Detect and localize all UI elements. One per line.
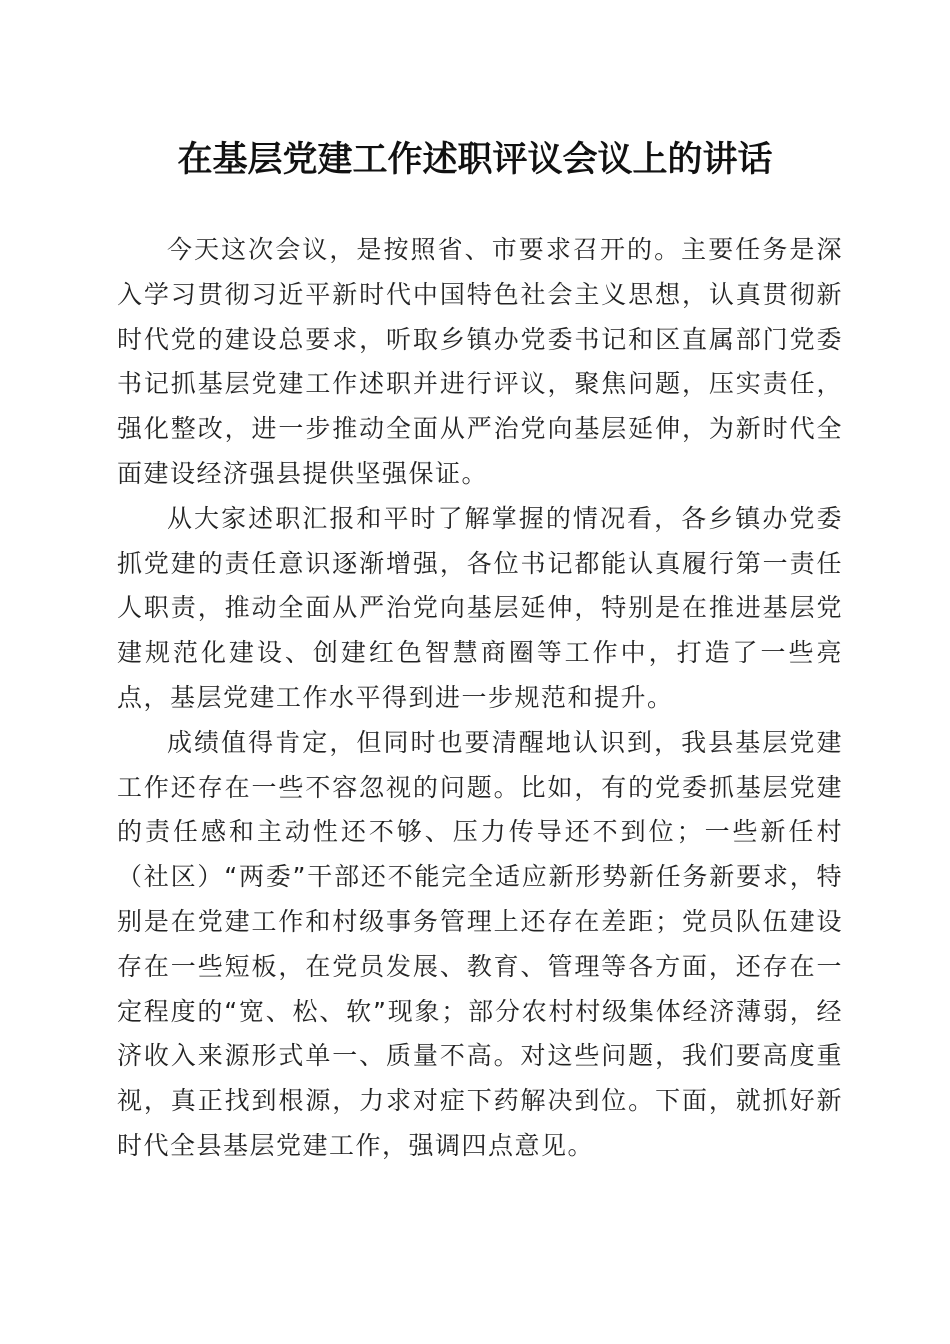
paragraph-3: 成绩值得肯定，但同时也要清醒地认识到，我县基层党建工作还存在一些不容忽视的问题。比如，有的党委抓基层党建的责任感和主动性还不够、压力传导还不到位；一些新任村（社区）“两委”干部还不能完全适应新形势新任务新要求，特别是在党建工作和村级事务管理上还存在差距；党员队伍建设存在一些短板，在党员发展、教育、管理等各方面，还存在一定程度的“宽、松、软”现象；部分农村村级集体经济薄弱，经济收入来源形式单一、质量不高。对这些问题，我们要高度重视，真正找到根源，力求对症下药解决到位。下面，就抓好新时代全县基层党建工作，强调四点意见。 bbox=[117, 727, 843, 1160]
paragraph-2: 从大家述职汇报和平时了解掌握的情况看，各乡镇办党委抓党建的责任意识逐渐增强，各位书记都能认真履行第一责任人职责，推动全面从严治党向基层延伸，特别是在推进基层党建规范化建设、创建红色智慧商圈等工作中，打造了一些亮点，基层党建工作水平得到进一步规范和提升。 bbox=[117, 503, 843, 712]
document-title: 在基层党建工作述职评议会议上的讲话 bbox=[177, 139, 773, 180]
paragraph-1: 今天这次会议，是按照省、市要求召开的。主要任务是深入学习贯彻习近平新时代中国特色社会主义思想，认真贯彻新时代党的建设总要求，听取乡镇办党委书记和区直属部门党委书记抓基层党建工作述职并进行评议，聚焦问题，压实责任，强化整改，进一步推动全面从严治党向基层延伸，为新时代全面建设经济强县提供坚强保证。 bbox=[117, 235, 843, 488]
document-body bbox=[117, 228, 843, 1169]
